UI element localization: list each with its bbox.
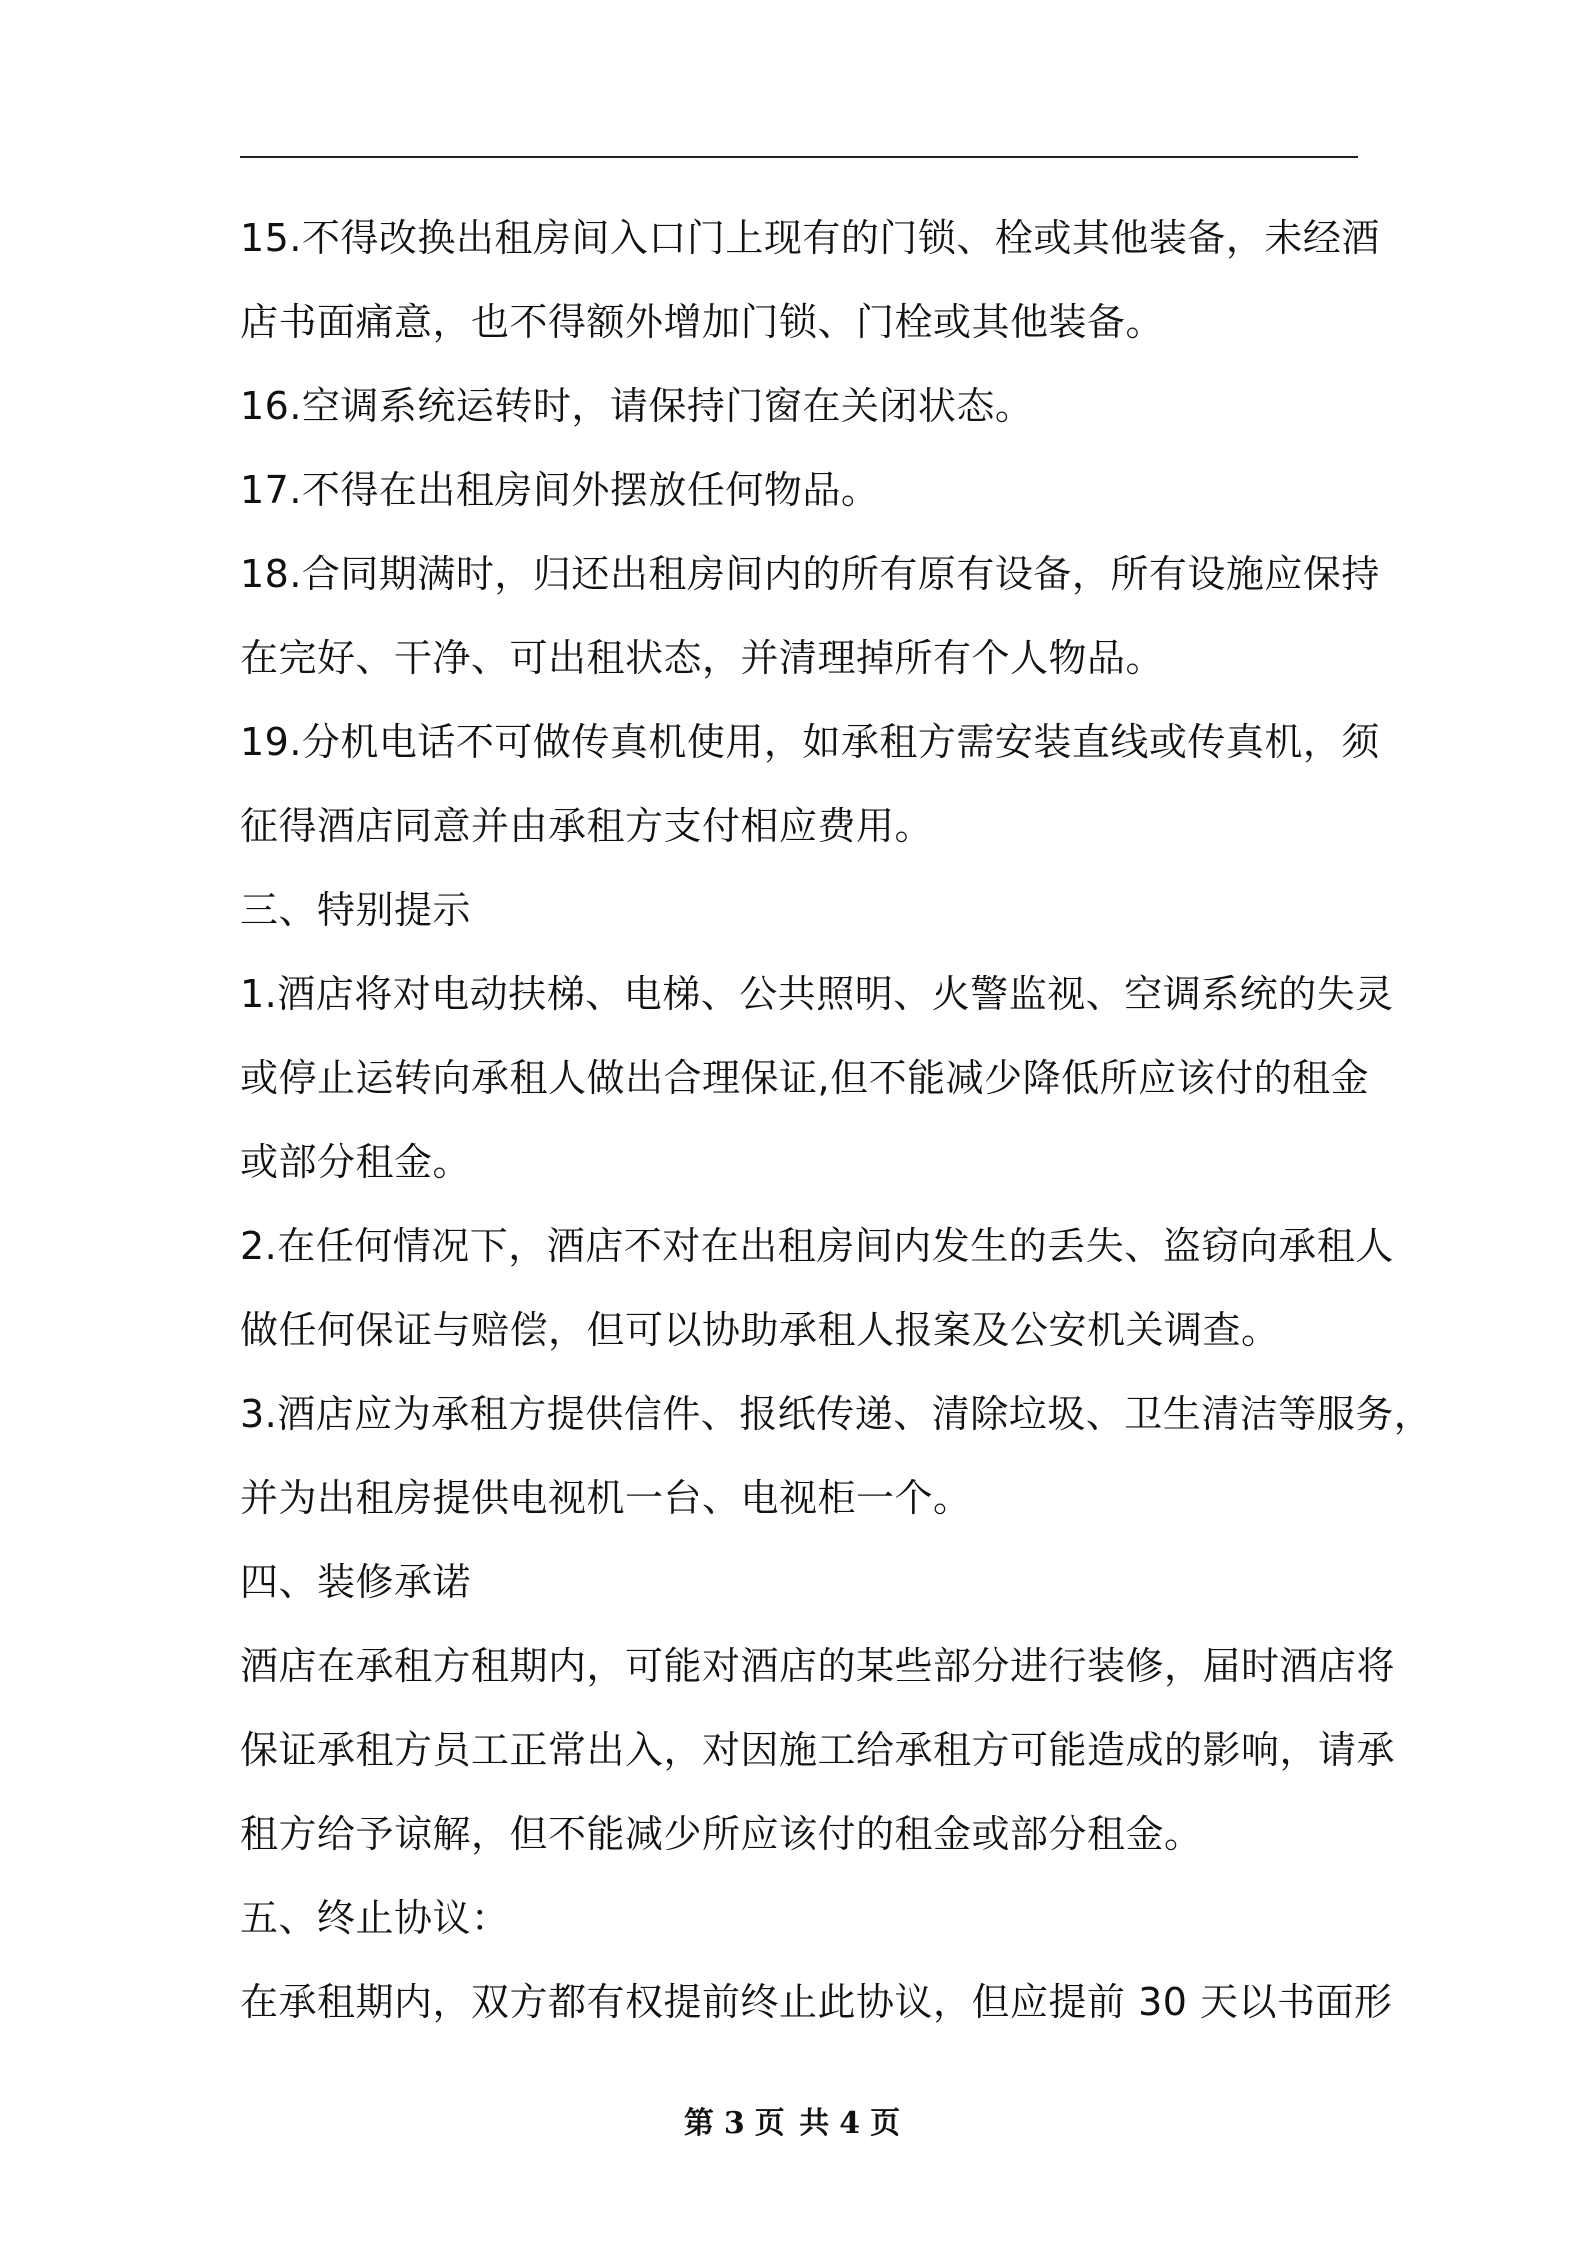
body-line: 17.不得在出租房间外摆放任何物品。	[240, 468, 880, 512]
document-body	[240, 196, 1433, 2044]
footer-prefix: 第	[683, 2106, 716, 2141]
section-heading: 五、终止协议：	[240, 1896, 510, 1940]
body-line: 或停止运转向承租人做出合理保证,但不能减少降低所应该付的租金	[240, 1056, 1370, 1100]
body-line: 酒店在承租方租期内，可能对酒店的某些部分进行装修，届时酒店将	[240, 1644, 1396, 1688]
body-line: 2.在任何情况下，酒店不对在出租房间内发生的丢失、盗窃向承租人	[240, 1224, 1394, 1268]
header-rule	[240, 156, 1358, 158]
section-heading: 三、特别提示	[240, 888, 472, 932]
body-line: 1.酒店将对电动扶梯、电梯、公共照明、火警监视、空调系统的失灵	[240, 972, 1394, 1016]
body-line: 店书面痛意，也不得额外增加门锁、门栓或其他装备。	[240, 300, 1165, 344]
current-page-number: 3	[723, 2106, 747, 2141]
page-footer	[0, 2098, 1586, 2142]
body-line: 3.酒店应为承租方提供信件、报纸传递、清除垃圾、卫生清洁等服务，	[240, 1392, 1433, 1436]
body-line: 15.不得改换出租房间入口门上现有的门锁、栓或其他装备，未经酒	[240, 216, 1380, 260]
body-line: 19.分机电话不可做传真机使用，如承租方需安装直线或传真机，须	[240, 720, 1380, 764]
body-line: 保证承租方员工正常出入，对因施工给承租方可能造成的影响，请承	[240, 1728, 1396, 1772]
body-line: 征得酒店同意并由承租方支付相应费用。	[240, 804, 934, 848]
body-line: 18.合同期满时，归还出租房间内的所有原有设备，所有设施应保持	[240, 552, 1380, 596]
body-line: 在承租期内，双方都有权提前终止此协议，但应提前 30 天以书面形	[240, 1980, 1393, 2024]
total-pages-number: 4	[839, 2106, 863, 2141]
body-line: 做任何保证与赔偿，但可以协助承租人报案及公安机关调查。	[240, 1308, 1280, 1352]
body-line: 并为出租房提供电视机一台、电视柜一个。	[240, 1476, 972, 1520]
body-line: 或部分租金。	[240, 1140, 472, 1184]
footer-suffix: 页	[870, 2106, 903, 2141]
body-line: 16.空调系统运转时，请保持门窗在关闭状态。	[240, 384, 1034, 428]
body-line: 在完好、干净、可出租状态，并清理掉所有个人物品。	[240, 636, 1165, 680]
section-heading: 四、装修承诺	[240, 1560, 472, 1604]
body-line: 租方给予谅解，但不能减少所应该付的租金或部分租金。	[240, 1812, 1203, 1856]
footer-middle: 页 共	[754, 2106, 832, 2141]
